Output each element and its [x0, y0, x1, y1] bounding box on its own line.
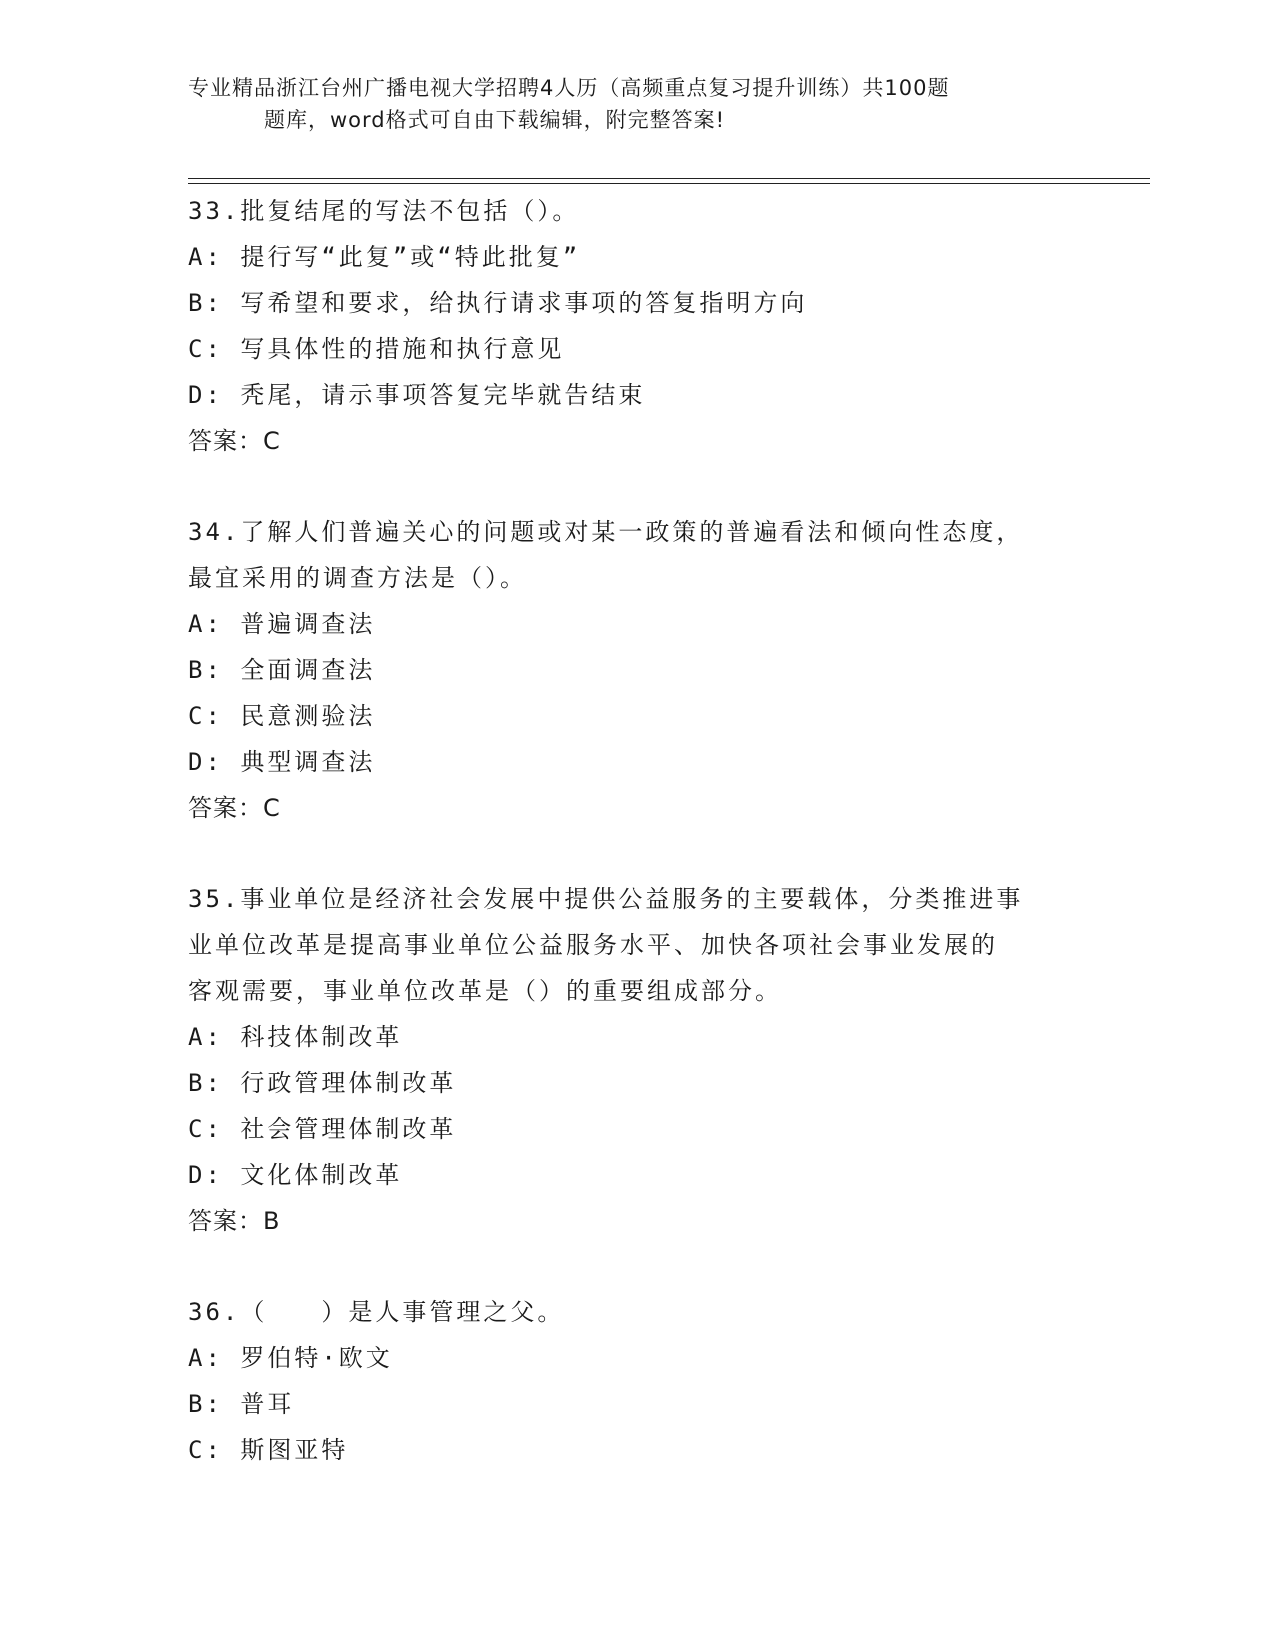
question-36 [188, 1289, 1088, 1473]
answer: 答案：B [188, 1207, 281, 1235]
question-33 [188, 188, 1088, 464]
question-34 [188, 509, 1088, 831]
option-c: C: 民意测验法 [188, 702, 376, 730]
option-b: B: 行政管理体制改革 [188, 1069, 457, 1097]
option-b: B: 全面调查法 [188, 656, 376, 684]
option-d: D: 典型调查法 [188, 748, 376, 776]
option-b: B: 写希望和要求，给执行请求事项的答复指明方向 [188, 289, 808, 317]
option-a: A: 提行写“此复”或“特此批复” [188, 243, 581, 271]
option-d: D: 秃尾，请示事项答复完毕就告结束 [188, 381, 646, 409]
header-title-line1: 专业精品浙江台州广播电视大学招聘4人历（高频重点复习提升训练）共100题 [188, 76, 950, 100]
header-divider-top [188, 178, 1150, 179]
page-header [188, 72, 1088, 136]
option-b: B: 普耳 [188, 1390, 295, 1418]
option-d: D: 文化体制改革 [188, 1161, 403, 1189]
option-c: C: 社会管理体制改革 [188, 1115, 457, 1143]
option-c: C: 写具体性的措施和执行意见 [188, 335, 565, 363]
question-list [188, 188, 1088, 1473]
question-stem: 36.（ ）是人事管理之父。 [188, 1298, 565, 1326]
option-a: A: 普遍调查法 [188, 610, 376, 638]
question-35 [188, 876, 1088, 1244]
answer: 答案：C [188, 794, 281, 822]
option-c: C: 斯图亚特 [188, 1436, 349, 1464]
option-a: A: 科技体制改革 [188, 1023, 403, 1051]
answer: 答案：C [188, 427, 281, 455]
option-a: A: 罗伯特·欧文 [188, 1344, 393, 1372]
question-stem-cont: 业单位改革是提高事业单位公益服务水平、加快各项社会事业发展的 [188, 931, 998, 959]
question-stem-cont: 最宜采用的调查方法是（）。 [188, 564, 527, 592]
question-stem: 35.事业单位是经济社会发展中提供公益服务的主要载体，分类推进事 [188, 885, 1024, 913]
question-stem-cont: 客观需要，事业单位改革是（）的重要组成部分。 [188, 977, 782, 1005]
header-divider-bottom [188, 183, 1150, 184]
header-title-line2: 题库，word格式可自由下载编辑，附完整答案! [264, 108, 726, 132]
question-stem: 34.了解人们普遍关心的问题或对某一政策的普遍看法和倾向性态度， [188, 518, 1024, 546]
question-stem: 33.批复结尾的写法不包括（）。 [188, 197, 580, 225]
